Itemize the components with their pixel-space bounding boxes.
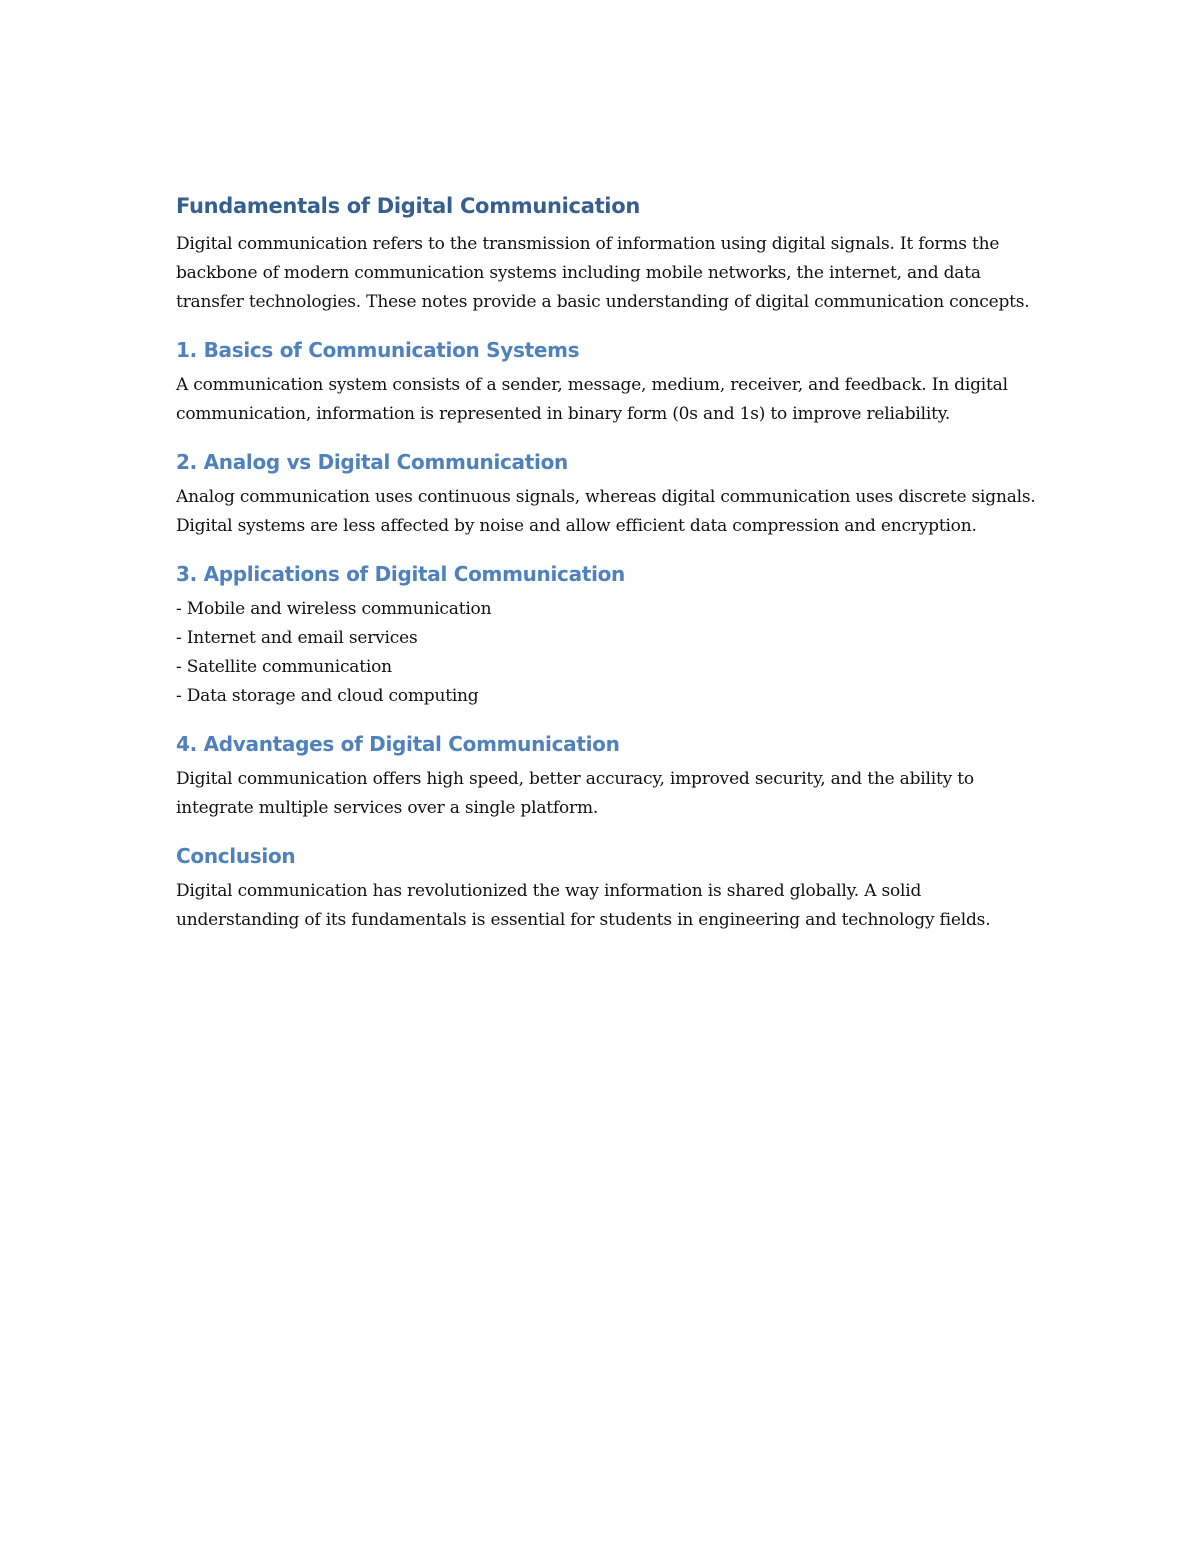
section-heading-advantages: 4. Advantages of Digital Communication	[176, 732, 620, 756]
section-body-basics: A communication system consists of a sender, message, medium, receiver, and feedback. In digital communication, information is represented in binary form (0s and 1s) to improve reliability.	[176, 375, 1008, 424]
list-item: - Mobile and wireless communication	[176, 599, 492, 619]
section-body-advantages: Digital communication offers high speed, better accuracy, improved security, and the ability to integrate multiple services over a single platform.	[176, 769, 974, 818]
section-body-analog-vs-digital: Analog communication uses continuous signals, whereas digital communication uses discrete signals. Digital systems are less affected by noise and allow efficient data compression and encryption.	[176, 487, 1036, 536]
list-item: - Internet and email services	[176, 628, 418, 648]
section-heading-applications: 3. Applications of Digital Communication	[176, 562, 625, 586]
section-body-conclusion: Digital communication has revolutionized the way information is shared globally. A solid understanding of its fundamentals is essential for students in engineering and technology fields.	[176, 881, 991, 930]
list-item: - Data storage and cloud computing	[176, 686, 479, 706]
section-heading-basics: 1. Basics of Communication Systems	[176, 338, 580, 362]
document-body	[176, 190, 1036, 953]
section-heading-conclusion: Conclusion	[176, 844, 296, 868]
section-heading-analog-vs-digital: 2. Analog vs Digital Communication	[176, 450, 568, 474]
list-item: - Satellite communication	[176, 657, 392, 677]
intro-paragraph: Digital communication refers to the transmission of information using digital signals. It forms the backbone of modern communication systems including mobile networks, the internet, and data transfer technologies. These notes provide a basic understanding of digital communication concepts.	[176, 234, 1030, 312]
document-title: Fundamentals of Digital Communication	[176, 194, 640, 218]
applications-list	[176, 595, 1036, 711]
